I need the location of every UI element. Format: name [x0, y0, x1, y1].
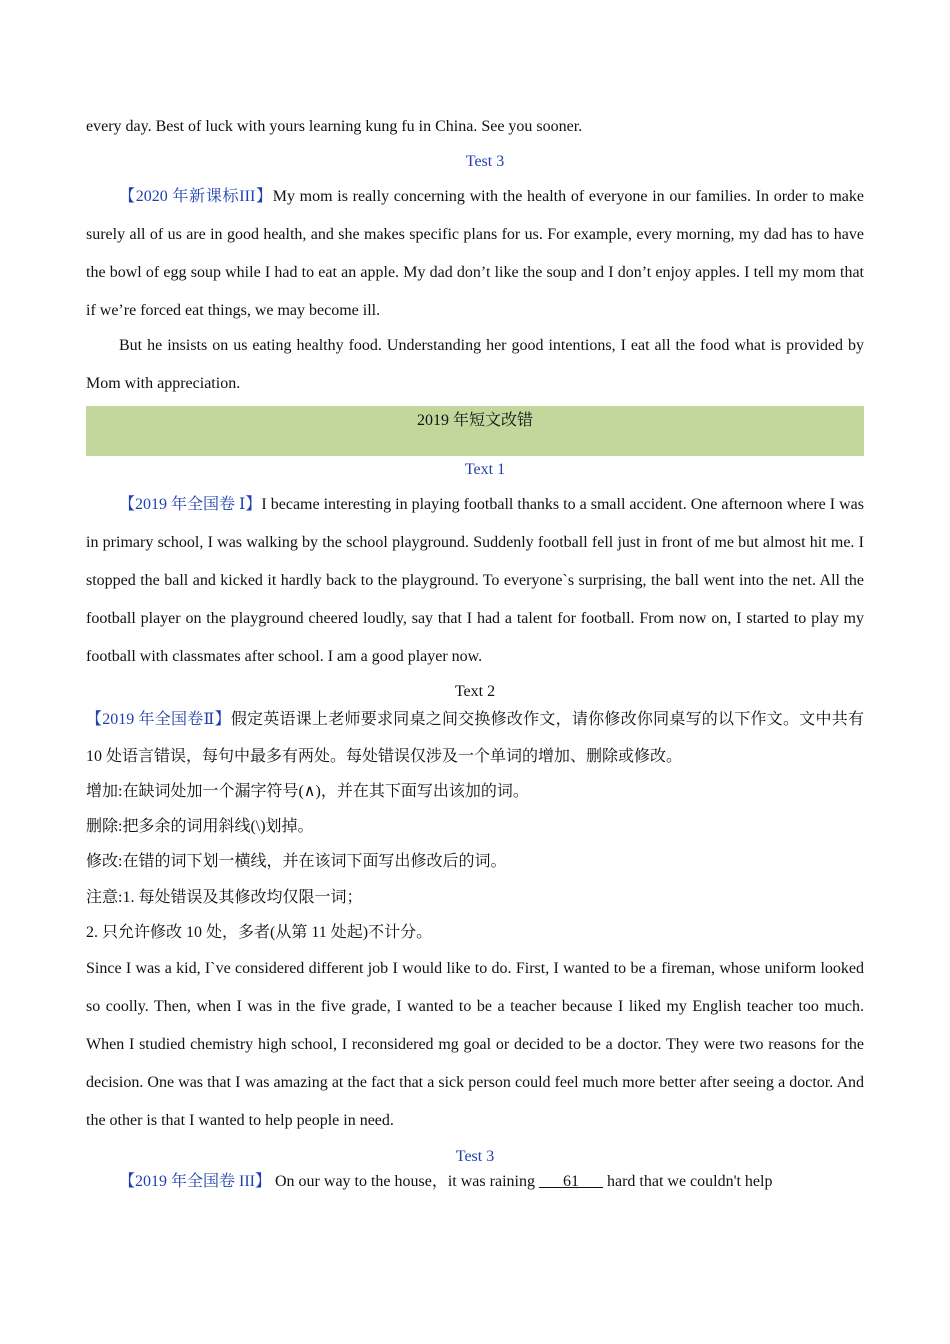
text1-paragraph-text: I became interesting in playing football thanks to a small accident. One afternoon where I was in primary school, I was walking by the school playground. Suddenly football fell just in front of me but almost hit me. I stopped the ball and kicked it hardly back to the playground. To everyone`s surprising, the ball went into the net. All the football player on the playground cheered loudly, say that I had a talent for football. From now on, I started to play my football with classmates after school. I am a good player now. [86, 496, 864, 665]
text2-source-tag: 【2019 年全国卷Ⅱ】 [86, 711, 231, 728]
text2-instruction-1-text: 假定英语课上老师要求同桌之间交换修改作文，请你修改你同桌写的以下作文。文中共有 10 处语言错误，每句中最多有两处。每处错误仅涉及一个单词的增加、删除或修改。 [86, 711, 864, 765]
text2-instruction-1 [86, 701, 864, 775]
test3-2019-line [86, 1170, 864, 1194]
text2-instruction-6: 2. 只允许修改 10 处，多者(从第 11 处起)不计分。 [86, 924, 433, 941]
test3-2019-source-tag: 【2019 年全国卷 III】 [119, 1173, 271, 1190]
section-band-title: 2019 年短文改错 [416, 412, 533, 429]
test3-2020-paragraph-1-text: My mom is really concerning with the health of everyone in our families. In order to make surely all of us are in good health, and she makes specific plans for us. For example, every morning, my dad has to have the bowl of egg soup while I had to eat an apple. My dad don’t like the soup and I don’t enjoy apples. I tell my mom that if we’re forced eat things, we may become ill. [86, 188, 864, 319]
section-band [86, 406, 864, 456]
text2-paragraph: Since I was a kid, I`ve considered different job I would like to do. First, I wanted to be a fireman, whose uniform looked so coolly. Then, when I was in the five grade, I wanted to be a teacher because I liked my English teacher too much. When I studied chemistry high school, I reconsidered mg goal or decided to be a doctor. They were two reasons for the decision. One was that I was amazing at the fact that a sick person could feel much more better after seeing a doctor. And the other is that I wanted to help people in need. [86, 960, 864, 1129]
text2-instruction-5: 注意:1. 每处错误及其修改均仅限一词； [86, 889, 363, 906]
carryover-line: every day. Best of luck with yours learning kung fu in China. See you sooner. [86, 118, 583, 135]
text1-source-tag: 【2019 年全国卷 Ⅰ】 [119, 496, 262, 513]
blank-61: ___61___ [538, 1173, 603, 1190]
test3-2020-paragraph-1 [86, 178, 864, 330]
test3-2019-text-after: hard that we couldn't help [602, 1173, 773, 1190]
text2-instruction-3: 删除:把多余的词用斜线(\)划掉。 [86, 818, 314, 835]
text2-instruction-4: 修改:在错的词下划一横线，并在该词下面写出修改后的词。 [86, 853, 507, 870]
text2-instruction-2: 增加:在缺词处加一个漏字符号(∧)，并在其下面写出该加的词。 [86, 783, 529, 800]
text1-heading: Text 1 [464, 461, 506, 478]
test3-2019-text-before: On our way to the house，it was raining [271, 1173, 539, 1190]
test3-2020-heading: Test 3 [465, 153, 505, 170]
test3-2020-source-tag: 【2020 年新课标III】 [119, 188, 273, 205]
text2-heading: Text 2 [454, 683, 496, 700]
test3-2020-paragraph-2: But he insists on us eating healthy food. Understanding her good intentions, I eat all the food what is provided by Mom with appreciation. [86, 337, 864, 392]
text1-paragraph [86, 486, 864, 676]
test3-2019-heading: Test 3 [455, 1148, 495, 1165]
